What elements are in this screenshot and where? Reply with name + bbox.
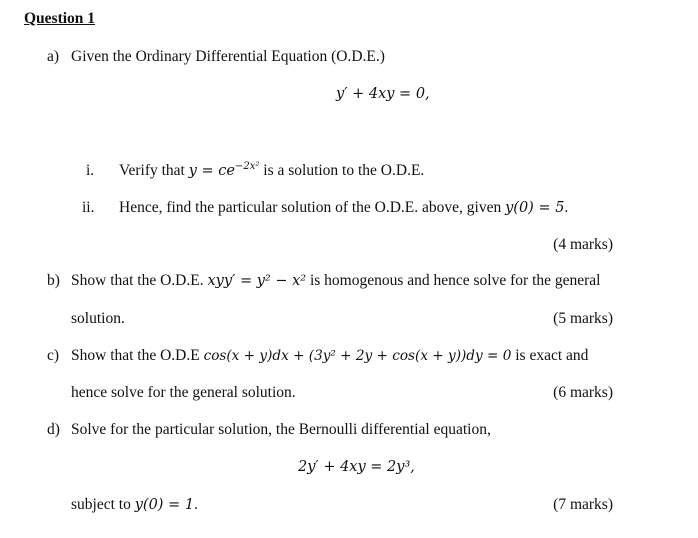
part-a-ii-post: . xyxy=(564,199,569,216)
part-b-text xyxy=(71,271,601,291)
part-a-i-math: y = ce xyxy=(188,163,235,179)
part-d-subject xyxy=(71,495,198,515)
part-a-label: a) xyxy=(47,48,60,65)
part-d-marks: (7 marks) xyxy=(553,496,613,513)
part-b-line2: solution. xyxy=(71,310,125,327)
question-heading: Question 1 xyxy=(24,10,96,27)
part-a-i-post: is a solution to the O.D.E. xyxy=(259,162,425,179)
part-a-ii-label: ii. xyxy=(82,199,95,216)
part-d-subject-math: y(0) = 1 xyxy=(134,497,195,513)
part-a-marks: (4 marks) xyxy=(553,236,613,253)
part-d-subject-pre: subject to xyxy=(71,496,135,513)
part-b-marks: (5 marks) xyxy=(553,310,613,327)
part-a-ii-math: y(0) = 5 xyxy=(505,200,565,216)
part-c-line2: hence solve for the general solution. xyxy=(71,384,296,401)
part-c-math: cos(x + y)dx + (3y² + 2y + cos(x + y))dy = 0 xyxy=(203,348,512,364)
part-d-equation: 2y′ + 4xy = 2y³, xyxy=(298,459,415,475)
part-a-ii-text xyxy=(119,198,568,218)
part-c-post: is exact and xyxy=(511,347,589,364)
part-d-label: d) xyxy=(47,421,60,438)
part-a-i-text xyxy=(119,161,424,181)
part-a-equation: y′ + 4xy = 0, xyxy=(336,86,430,102)
part-d-intro: Solve for the particular solution, the Bernoulli differential equation, xyxy=(71,421,491,438)
part-c-text xyxy=(71,346,588,366)
part-a-i-exponent: −2x² xyxy=(235,161,260,172)
part-c-label: c) xyxy=(47,347,60,364)
part-c-marks: (6 marks) xyxy=(553,384,613,401)
part-d-subject-post: . xyxy=(194,496,198,513)
part-a-intro: Given the Ordinary Differential Equation (O.D.E.) xyxy=(71,48,385,65)
part-a-i-pre: Verify that xyxy=(119,162,189,179)
part-b-math: xyy′ = y² − x² xyxy=(207,273,307,289)
part-a-ii-pre: Hence, find the particular solution of the O.D.E. above, given xyxy=(119,199,506,216)
part-b-label: b) xyxy=(47,272,60,289)
part-a-i-label: i. xyxy=(86,162,95,179)
part-b-post: is homogenous and hence solve for the general xyxy=(306,272,601,289)
part-c-pre: Show that the O.D.E xyxy=(71,347,204,364)
part-b-pre: Show that the O.D.E. xyxy=(71,272,208,289)
